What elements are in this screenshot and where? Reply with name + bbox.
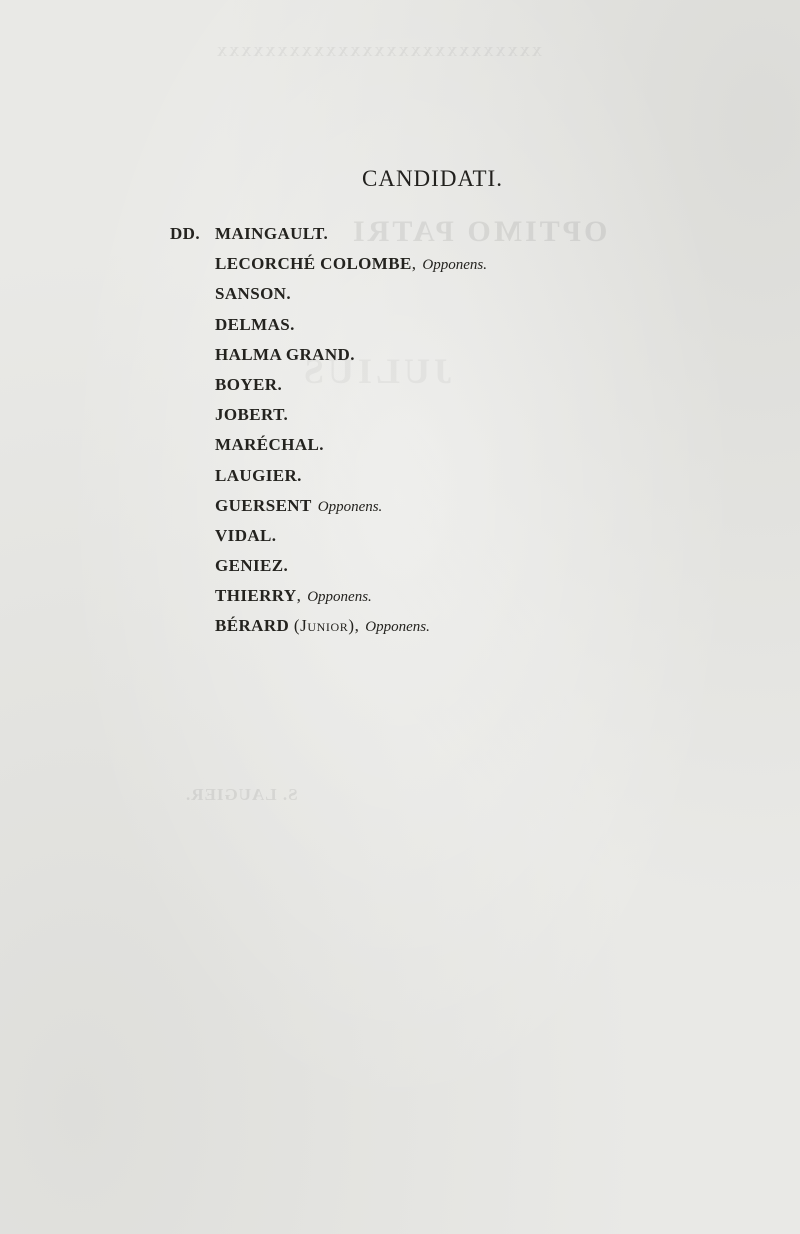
candidate-entry xyxy=(215,405,288,425)
candidate-name: VIDAL. xyxy=(215,525,277,545)
separator: , xyxy=(411,254,417,274)
candidate-row xyxy=(0,614,800,644)
page-title: CANDIDATI. xyxy=(362,166,503,191)
candidate-row xyxy=(0,494,800,524)
candidate-row xyxy=(0,252,800,282)
candidate-name: GENIEZ. xyxy=(215,556,289,576)
candidate-role: Opponens. xyxy=(307,589,372,606)
candidate-name: HALMA GRAND. xyxy=(215,344,355,364)
candidate-entry xyxy=(215,526,276,546)
candidate-name: DELMAS. xyxy=(215,314,295,334)
candidate-role: Opponens. xyxy=(365,619,430,636)
candidate-name: LAUGIER. xyxy=(215,465,302,485)
separator: , xyxy=(354,616,360,636)
candidate-row xyxy=(0,524,800,554)
candidate-role: Opponens. xyxy=(317,498,383,515)
candidate-row xyxy=(0,222,800,252)
candidate-row xyxy=(0,373,800,403)
candidate-row xyxy=(0,433,800,463)
candidate-row xyxy=(0,313,800,343)
candidate-name: SANSON. xyxy=(215,284,292,304)
candidate-entry xyxy=(215,496,382,516)
bleed-through-text: XXXXXXXXXXXXXXXXXXXXXXXXXXX xyxy=(215,45,542,60)
candidate-entry xyxy=(215,375,282,395)
candidate-row xyxy=(0,584,800,614)
candidate-row xyxy=(0,282,800,312)
candidate-row xyxy=(0,464,800,494)
title-prefix: DD. xyxy=(170,224,201,243)
candidate-name: MARÉCHAL. xyxy=(215,435,324,455)
candidate-entry xyxy=(215,466,302,486)
bleed-through-text: JULIUS xyxy=(300,351,453,391)
candidate-entry xyxy=(215,616,430,636)
bleed-through-text: OPTIMO PATRI xyxy=(350,215,608,248)
candidate-entry xyxy=(215,315,295,335)
candidate-name: MAINGAULT. xyxy=(215,224,329,243)
candidate-list xyxy=(0,222,800,645)
candidate-entry xyxy=(215,345,355,365)
candidate-qualifier: (Junior) xyxy=(293,616,355,636)
candidate-name: GUERSENT xyxy=(215,495,312,515)
candidate-entry xyxy=(215,586,372,606)
separator: , xyxy=(296,586,302,606)
candidate-row xyxy=(0,554,800,584)
candidate-entry xyxy=(215,254,487,274)
candidate-entry xyxy=(215,284,291,304)
candidate-row xyxy=(0,403,800,433)
candidate-entry xyxy=(215,435,324,455)
candidate-entry xyxy=(215,556,288,576)
candidate-name: BOYER. xyxy=(215,374,283,394)
bleed-through-text: S. LAUGIER. xyxy=(185,785,298,804)
candidate-name: BÉRARD xyxy=(215,616,290,636)
candidate-name: THIERRY xyxy=(215,586,297,606)
candidate-entry xyxy=(215,224,328,244)
candidate-role: Opponens. xyxy=(422,257,487,274)
candidate-name: LECORCHÉ COLOMBE xyxy=(215,254,412,274)
candidate-name: JOBERT. xyxy=(215,405,289,425)
candidate-row xyxy=(0,343,800,373)
